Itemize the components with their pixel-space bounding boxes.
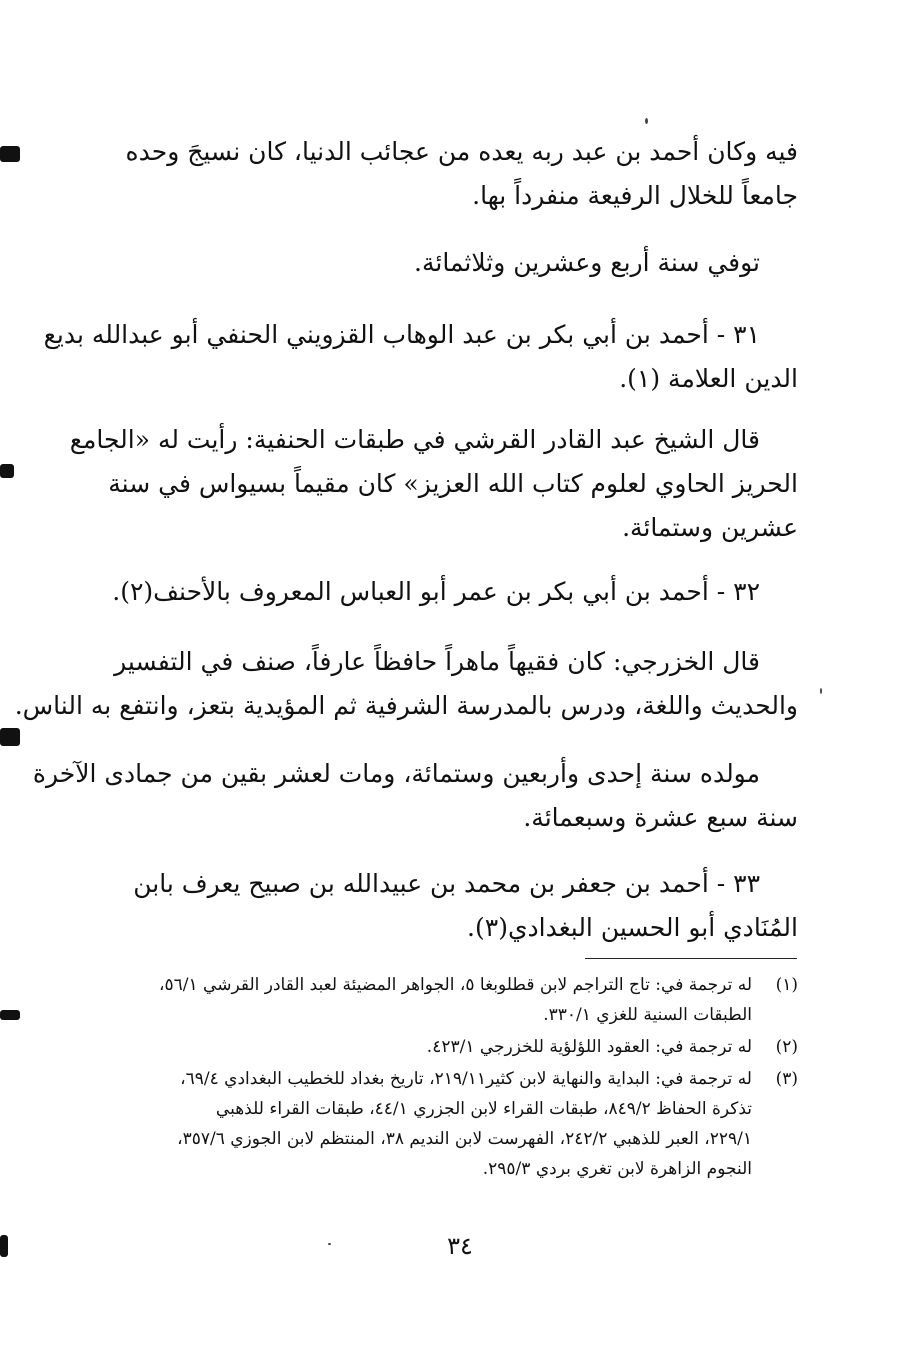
footnote-2 (130, 1032, 798, 1062)
footnote-number: (١) (775, 975, 798, 995)
binding-mark (0, 146, 20, 162)
scan-speck (328, 1243, 331, 1245)
paragraph-line: ٣٣ - أحمد بن جعفر بن محمد بن عبيدالله بن صبيح يعرف بابن (133, 869, 760, 898)
paragraph-line: الحريز الحاوي لعلوم كتاب الله العزيز» كان مقيماً بسيواس في سنة (108, 469, 798, 498)
paragraph-4 (69, 418, 798, 550)
paragraph-line: قال الشيخ عبد القادر القرشي في طبقات الحنفية: رأيت له «الجامع (69, 425, 760, 454)
paragraph-line: جامعاً للخلال الرفيعة منفرداً بها. (472, 181, 798, 210)
footnote-line: النجوم الزاهرة لابن تغري بردي ٢٩٥/٣. (482, 1159, 752, 1179)
paragraph-2 (130, 241, 798, 285)
footnote-number: (٢) (775, 1037, 798, 1057)
footnote-1 (130, 970, 798, 1030)
paragraph-line: فيه وكان أحمد بن عبد ربه يعده من عجائب الدنيا، كان نسيجَ وحده (125, 137, 798, 166)
binding-mark (0, 728, 20, 746)
paragraph-6 (14, 640, 798, 728)
paragraph-line: مولده سنة إحدى وأربعين وستمائة، ومات لعشر بقين من جمادى الآخرة (32, 759, 760, 788)
footnote-3 (130, 1064, 798, 1184)
paragraph-line: سنة سبع عشرة وسبعمائة. (523, 803, 798, 832)
footnote-number: (٣) (775, 1069, 798, 1089)
entry-32 (112, 570, 798, 614)
footnote-line: له ترجمة في: العقود اللؤلؤية للخزرجي ٤٢٣/١. (426, 1037, 752, 1057)
binding-mark (0, 1010, 20, 1020)
paragraph-line: الدين العلامة (١). (619, 364, 798, 393)
footnotes (130, 970, 798, 1186)
paragraph-line: المُنَادي أبو الحسين البغدادي(٣). (467, 913, 798, 942)
paragraph-line: ٣١ - أحمد بن أبي بكر بن عبد الوهاب القزويني الحنفي أبو عبدالله بديع (43, 320, 760, 349)
scan-speck (645, 118, 648, 124)
paragraph-line: ٣٢ - أحمد بن أبي بكر بن عمر أبو العباس المعروف بالأحنف(٢). (112, 577, 760, 606)
entry-33 (130, 862, 798, 950)
paragraph-line: توفي سنة أربع وعشرين وثلاثمائة. (414, 248, 760, 277)
paragraph-1 (125, 130, 798, 218)
paragraph-line: عشرين وستمائة. (622, 513, 798, 542)
paragraph-line: والحديث واللغة، ودرس بالمدرسة الشرفية ثم المؤيدية بتعز، وانتفع به الناس. (14, 691, 798, 720)
footnote-line: تذكرة الحفاظ ٨٤٩/٢، طبقات القراء لابن الجزري ٤٤/١، طبقات القراء للذهبي (215, 1099, 752, 1119)
paragraph-7 (32, 752, 798, 840)
binding-mark (0, 1235, 8, 1257)
footnote-line: له ترجمة في: تاج التراجم لابن قطلوبغا ٥، الجواهر المضيئة لعبد القادر القرشي ٥٦/١، (159, 975, 752, 995)
scan-speck (820, 688, 822, 694)
entry-31 (43, 313, 798, 401)
page-number: ٣٤ (447, 1232, 473, 1260)
footnote-line: الطبقات السنية للغزي ٣٣٠/١. (543, 1005, 752, 1025)
footnote-line: له ترجمة في: البداية والنهاية لابن كثير٢١٩/١١، تاريخ بغداد للخطيب البغدادي ٦٩/٤، (180, 1069, 752, 1089)
binding-mark (0, 464, 14, 478)
footnote-separator (585, 958, 797, 959)
footnote-line: ٢٢٩/١، العبر للذهبي ٢٤٢/٢، الفهرست لابن النديم ٣٨، المنتظم لابن الجوزي ٣٥٧/٦، (177, 1129, 752, 1149)
paragraph-line: قال الخزرجي: كان فقيهاً ماهراً حافظاً عارفاً، صنف في التفسير (114, 647, 760, 676)
